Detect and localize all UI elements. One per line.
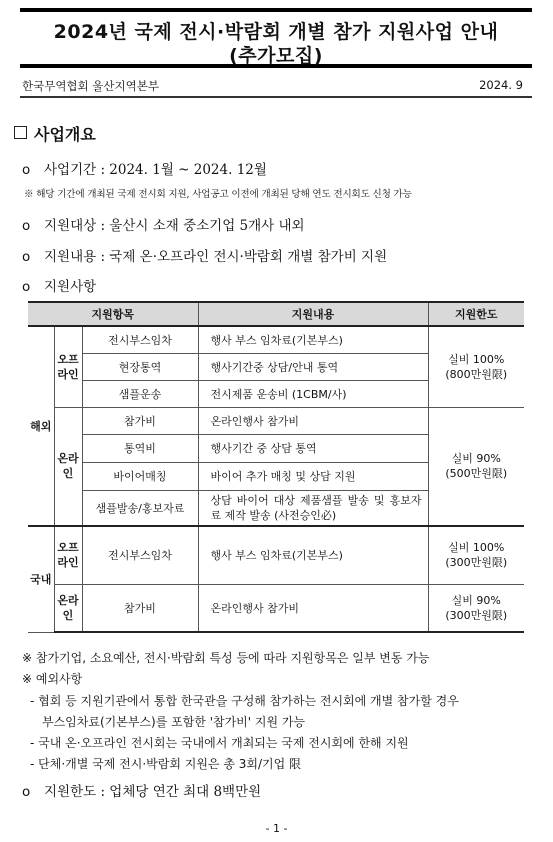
content-cell: 온라인행사 참가비 bbox=[198, 584, 428, 632]
subgroup-offline: 오프 라인 bbox=[54, 326, 82, 407]
content-cell: 행사 부스 임차료(기본부스) bbox=[198, 526, 428, 584]
content-text: 지원내용 : 국제 온·오프라인 전시·박람회 개별 참가비 지원 bbox=[44, 249, 388, 265]
target-text: 지원대상 : 울산시 소재 중소기업 5개사 내외 bbox=[44, 218, 305, 234]
bullet-circle-icon: o bbox=[22, 249, 31, 265]
subgroup-online: 온라 인 bbox=[54, 407, 82, 526]
item-cell: 현장통역 bbox=[82, 353, 198, 380]
limit-line bbox=[22, 780, 261, 800]
document-date: 2024. 9 bbox=[479, 78, 523, 92]
content-cell: 행사기간 중 상담 통역 bbox=[198, 434, 428, 462]
bullet-circle-icon: o bbox=[22, 279, 31, 295]
items-text: 지원사항 bbox=[44, 279, 97, 295]
header-item: 지원항목 bbox=[28, 302, 198, 326]
table-row bbox=[28, 526, 524, 584]
table-row bbox=[28, 407, 524, 434]
section-heading-text: 사업개요 bbox=[34, 125, 96, 144]
limit-text: 지원한도 : 업체당 연간 최대 8백만원 bbox=[44, 784, 262, 800]
limit-cell: 실비 100% (300만원限) bbox=[428, 526, 524, 584]
header-limit: 지원한도 bbox=[428, 302, 524, 326]
content-cell: 행사기간중 상담/안내 통역 bbox=[198, 353, 428, 380]
item-cell: 통역비 bbox=[82, 434, 198, 462]
doc-subtitle: (추가모집) bbox=[229, 45, 323, 67]
checkbox-square-icon bbox=[14, 126, 27, 139]
group-overseas: 해외 bbox=[28, 326, 54, 526]
content-cell: 행사 부스 임차료(기본부스) bbox=[198, 326, 428, 353]
item-cell: 참가비 bbox=[82, 584, 198, 632]
subgroup-offline: 오프 라인 bbox=[54, 526, 82, 584]
exception-item: - 단체·개별 국제 전시·박람회 지원은 총 3회/기업 限 bbox=[30, 757, 301, 771]
content-cell: 상담 바이어 대상 제품샘플 발송 및 홍보자료 제작 발송 (사전승인必) bbox=[198, 490, 428, 526]
content-line bbox=[22, 245, 387, 265]
item-cell: 전시부스임차 bbox=[82, 326, 198, 353]
content-cell: 전시제품 운송비 (1CBM/사) bbox=[198, 380, 428, 407]
items-line bbox=[22, 275, 96, 295]
content-cell: 온라인행사 참가비 bbox=[198, 407, 428, 434]
period-line bbox=[22, 158, 267, 178]
note-exceptions: ※ 예외사항 bbox=[22, 672, 83, 686]
limit-cell: 실비 90% (300만원限) bbox=[428, 584, 524, 632]
header-divider bbox=[20, 96, 532, 98]
item-cell: 전시부스임차 bbox=[82, 526, 198, 584]
table-row bbox=[28, 584, 524, 632]
limit-cell: 실비 100% (800만원限) bbox=[428, 326, 524, 407]
organization-name: 한국무역협회 울산지역본부 bbox=[22, 79, 159, 93]
item-cell: 바이어매칭 bbox=[82, 462, 198, 490]
title-box bbox=[20, 8, 532, 68]
item-cell: 샘플발송/홍보자료 bbox=[82, 490, 198, 526]
item-cell: 샘플운송 bbox=[82, 380, 198, 407]
bullet-circle-icon: o bbox=[22, 162, 31, 178]
header-content: 지원내용 bbox=[198, 302, 428, 326]
note-variation: ※ 참가기업, 소요예산, 전시·박람회 특성 등에 따라 지원항목은 일부 변동 가능 bbox=[22, 651, 430, 665]
period-text: 사업기간 : 2024. 1월 ~ 2024. 12월 bbox=[44, 162, 267, 178]
group-domestic: 국내 bbox=[28, 526, 54, 632]
item-cell: 참가비 bbox=[82, 407, 198, 434]
target-line bbox=[22, 214, 305, 234]
table-header-row bbox=[28, 302, 524, 326]
subgroup-online: 온라 인 bbox=[54, 584, 82, 632]
period-note: ※ 해당 기간에 개최된 국제 전시회 지원, 사업공고 이전에 개최된 당해 연도 전시회도 신청 가능 bbox=[24, 189, 412, 200]
doc-title: 2024년 국제 전시·박람회 개별 참가 지원사업 안내 bbox=[53, 21, 499, 43]
content-cell: 바이어 추가 매칭 및 상담 지원 bbox=[198, 462, 428, 490]
support-table bbox=[28, 301, 524, 633]
bullet-circle-icon: o bbox=[22, 784, 31, 800]
exception-item-cont: 부스임차료(기본부스)를 포함한 '참가비' 지원 가능 bbox=[42, 715, 306, 729]
page-number: - 1 - bbox=[265, 822, 288, 835]
exception-item: - 국내 온·오프라인 전시회는 국내에서 개최되는 국제 전시회에 한해 지원 bbox=[30, 736, 409, 750]
table-row bbox=[28, 326, 524, 353]
limit-cell: 실비 90% (500만원限) bbox=[428, 407, 524, 526]
section-heading bbox=[14, 122, 96, 145]
bullet-circle-icon: o bbox=[22, 218, 31, 234]
exception-item: - 협회 등 지원기관에서 통합 한국관을 구성해 참가하는 전시회에 개별 참가할 경우 bbox=[30, 694, 459, 708]
